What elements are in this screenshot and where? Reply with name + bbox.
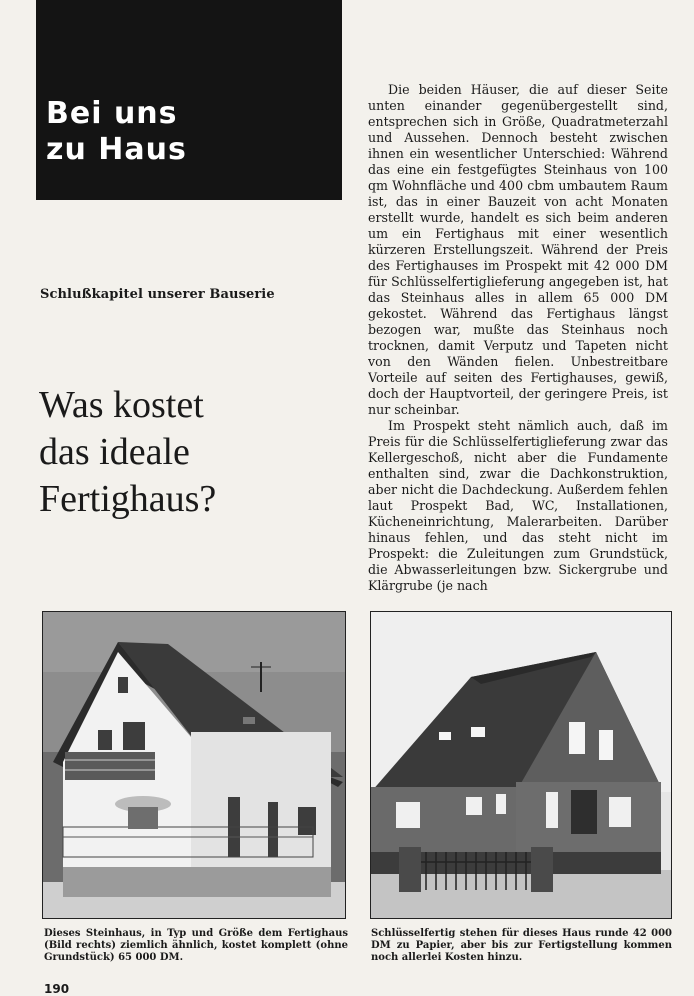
- page-number: 190: [44, 982, 70, 996]
- series-subtitle: Schlußkapitel unserer Bauserie: [40, 287, 275, 302]
- section-title-line1: Bei uns: [46, 96, 178, 131]
- section-title-line2: zu Haus: [46, 132, 187, 167]
- article-paragraph-1: Die beiden Häuser, die auf dieser Seite unten einander gegenübergestellt sind, entsprechen sich in Größe, Quadratmeterzahl und Aussehen. Dennoch besteht zwischen ihnen ein wesentlicher Unterschied: Während das eine ein festgefügtes Steinhaus von 100 qm Wohnfläche und 400 cbm umbautem Raum ist, das in einer Bauzeit von acht Monaten erstellt wurde, handelt es sich beim anderen um ein Fertighaus mit einer wesentlich kürzeren Erstellungszeit. Während der Preis des Fertighauses im Prospekt mit 42 000 DM für Schlüsselfertiglieferung angegeben ist, hat das Steinhaus alles in allem 65 000 DM gekostet. Während das Fertighaus längst bezogen war, mußte das Steinhaus noch trocknen, damit Verputz und Tapeten nicht von den Wänden fielen. Unbestreitbare Vorteile auf seiten des Fertighauses, gewiß, doch der Hauptvorteil, der geringere Preis, ist nur scheinbar.: [368, 82, 668, 417]
- photo-stone-house: [42, 611, 346, 919]
- caption-prefab-house: Schlüsselfertig stehen für dieses Haus runde 42 000 DM zu Papier, aber bis zur Fertigstellung kommen noch allerlei Kosten hinzu.: [371, 928, 672, 963]
- header-block: [36, 0, 342, 200]
- article-paragraph-2: Im Prospekt steht nämlich auch, daß im Preis für die Schlüsselfertiglieferung zwar das Kellergeschoß, nicht aber die Fundamente enthalten sind, zwar die Dachkonstruktion, aber nicht die Dachdeckung. Außerdem fehlen laut Prospekt Bad, WC, Installationen, Kücheneinrichtung, Malerarbeiten. Darüber hinaus fehlen, und das steht nicht im Prospekt: die Zuleitungen zum Grundstück, die Abwasserleitungen bzw. Sickergrube und Klärgrube (je nach: [368, 418, 668, 593]
- headline-line1: Was kostet: [39, 384, 204, 426]
- stone-house-illustration: [43, 612, 345, 918]
- section-title: [46, 96, 187, 168]
- headline-line3: Fertighaus?: [39, 478, 217, 520]
- photo-prefab-house: [370, 611, 672, 919]
- article-body: [368, 82, 668, 596]
- prefab-house-illustration: [371, 612, 671, 918]
- article-headline: [39, 382, 216, 523]
- headline-line2: das ideale: [39, 431, 190, 473]
- caption-stone-house: Dieses Steinhaus, in Typ und Größe dem Fertighaus (Bild rechts) ziemlich ähnlich, kostet komplett (ohne Grundstück) 65 000 DM.: [44, 928, 348, 963]
